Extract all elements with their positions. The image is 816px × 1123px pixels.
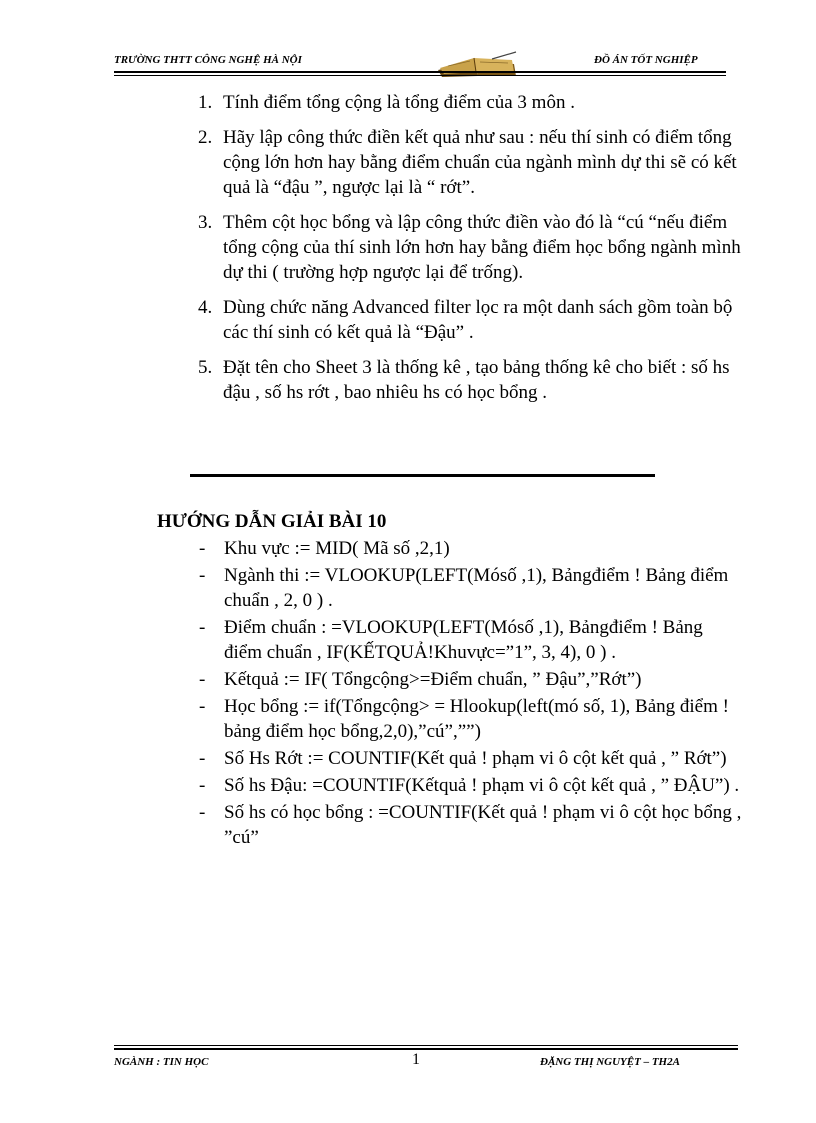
task-item: 4. Dùng chức năng Advanced filter lọc ra một danh sách gồm toàn bộ các thí sinh có kết quả là “Đậu” . (198, 297, 733, 343)
footer-rule-thick (114, 1048, 738, 1050)
page-number: 1 (412, 1051, 420, 1068)
task-item: 2. Hãy lập công thức điền kết quả như sau : nếu thí sinh có điểm tổng cộng lớn hơn hay bằng điểm chuẩn của ngành mình dự thi sẽ có kết quả là “đậu ”, ngược lại là “ rớt”. (198, 127, 737, 198)
task-text: Tính điểm tổng cộng là tổng điểm của 3 môn . (223, 92, 575, 113)
task-text: Hãy lập công thức điền kết quả như sau : nếu thí sinh có điểm tổng cộng lớn hơn hay bằng điểm chuẩn của ngành mình dự thi sẽ có kết quả là “đậu ”, ngược lại là “ rớt”. (223, 127, 737, 198)
solution-text: Khu vực := MID( Mã số ,2,1) (224, 538, 450, 559)
solution-text: Học bổng := if(Tổngcộng> = Hlookup(left(mó số, 1), Bảng điểm ! bảng điểm học bổng,2,0),”cú”,””) (224, 696, 729, 742)
solution-item: - Số Hs Rớt := COUNTIF(Kết quả ! phạm vi ô cột kết quả , ” Rớt”) (199, 748, 727, 769)
header-title: ĐỒ ÁN TỐT NGHIỆP (594, 54, 698, 66)
task-item: 1. Tính điểm tổng cộng là tổng điểm của 3 môn . (198, 92, 575, 113)
solution-item: - Học bổng := if(Tổngcộng> = Hlookup(left(mó số, 1), Bảng điểm ! bảng điểm học bổng,2,0),”cú”,””) (199, 696, 729, 742)
solution-text: Số Hs Rớt := COUNTIF(Kết quả ! phạm vi ô cột kết quả , ” Rớt”) (224, 748, 727, 769)
section-title: HƯỚNG DẪN GIẢI BÀI 10 (157, 511, 387, 532)
solution-text: Số hs có học bổng : =COUNTIF(Kết quả ! phạm vi ô cột học bổng , ”cú” (224, 802, 742, 848)
solution-list (199, 536, 744, 852)
solution-item: - Kếtquả := IF( Tổngcộng>=Điểm chuẩn, ” Đậu”,”Rớt”) (199, 669, 642, 690)
task-text: Dùng chức năng Advanced filter lọc ra một danh sách gồm toàn bộ các thí sinh có kết quả là “Đậu” . (223, 297, 733, 343)
solution-item: - Số hs có học bổng : =COUNTIF(Kết quả ! phạm vi ô cột học bổng , ”cú” (199, 802, 742, 848)
header-rule-thin (114, 75, 726, 76)
solution-text: Điểm chuẩn : =VLOOKUP(LEFT(Mósố ,1), Bảngđiểm ! Bảng điểm chuẩn , IF(KẾTQUẢ!Khuvực=”1”, 3, 4), 0 ) . (224, 617, 703, 663)
footer-major: NGÀNH : TIN HỌC (114, 1056, 209, 1068)
solution-text: Kếtquả := IF( Tổngcộng>=Điểm chuẩn, ” Đậu”,”Rớt”) (224, 669, 642, 690)
header-rule-thick (114, 71, 726, 73)
solution-text: Ngành thi := VLOOKUP(LEFT(Mósố ,1), Bảngđiểm ! Bảng điểm chuẩn , 2, 0 ) . (224, 565, 729, 611)
task-item: 3. Thêm cột học bổng và lập công thức điền vào đó là “cú “nếu điểm tổng cộng của thí sinh lớn hơn hay bằng điểm học bổng ngành mình dự thi ( trường hợp ngược lại để trống). (198, 212, 741, 283)
solution-item: - Số hs Đậu: =COUNTIF(Kếtquả ! phạm vi ô cột kết quả , ” ĐẬU”) . (199, 775, 740, 796)
open-book-icon (434, 50, 520, 78)
footer-rule-thin (114, 1045, 738, 1046)
section-divider (190, 474, 655, 477)
footer-author: ĐẶNG THỊ NGUYỆT – TH2A (540, 1056, 680, 1068)
task-list (198, 90, 743, 415)
header-school-name: TRƯỜNG THTT CÔNG NGHỆ HÀ NỘI (114, 54, 302, 66)
task-text: Thêm cột học bổng và lập công thức điền vào đó là “cú “nếu điểm tổng cộng của thí sinh lớn hơn hay bằng điểm học bổng ngành mình dự thi ( trường hợp ngược lại để trống). (223, 212, 741, 283)
task-item: 5. Đặt tên cho Sheet 3 là thống kê , tạo bảng thống kê cho biết : số hs đậu , số hs rớt , bao nhiêu hs có học bổng . (198, 357, 730, 403)
solution-item: - Khu vực := MID( Mã số ,2,1) (199, 538, 450, 559)
solution-item: - Điểm chuẩn : =VLOOKUP(LEFT(Mósố ,1), Bảngđiểm ! Bảng điểm chuẩn , IF(KẾTQUẢ!Khuvực=”1”, 3, 4), 0 ) . (199, 617, 703, 663)
solution-item: - Ngành thi := VLOOKUP(LEFT(Mósố ,1), Bảngđiểm ! Bảng điểm chuẩn , 2, 0 ) . (199, 565, 729, 611)
solution-text: Số hs Đậu: =COUNTIF(Kếtquả ! phạm vi ô cột kết quả , ” ĐẬU”) . (224, 775, 740, 796)
task-text: Đặt tên cho Sheet 3 là thống kê , tạo bảng thống kê cho biết : số hs đậu , số hs rớt , bao nhiêu hs có học bổng . (223, 357, 730, 403)
